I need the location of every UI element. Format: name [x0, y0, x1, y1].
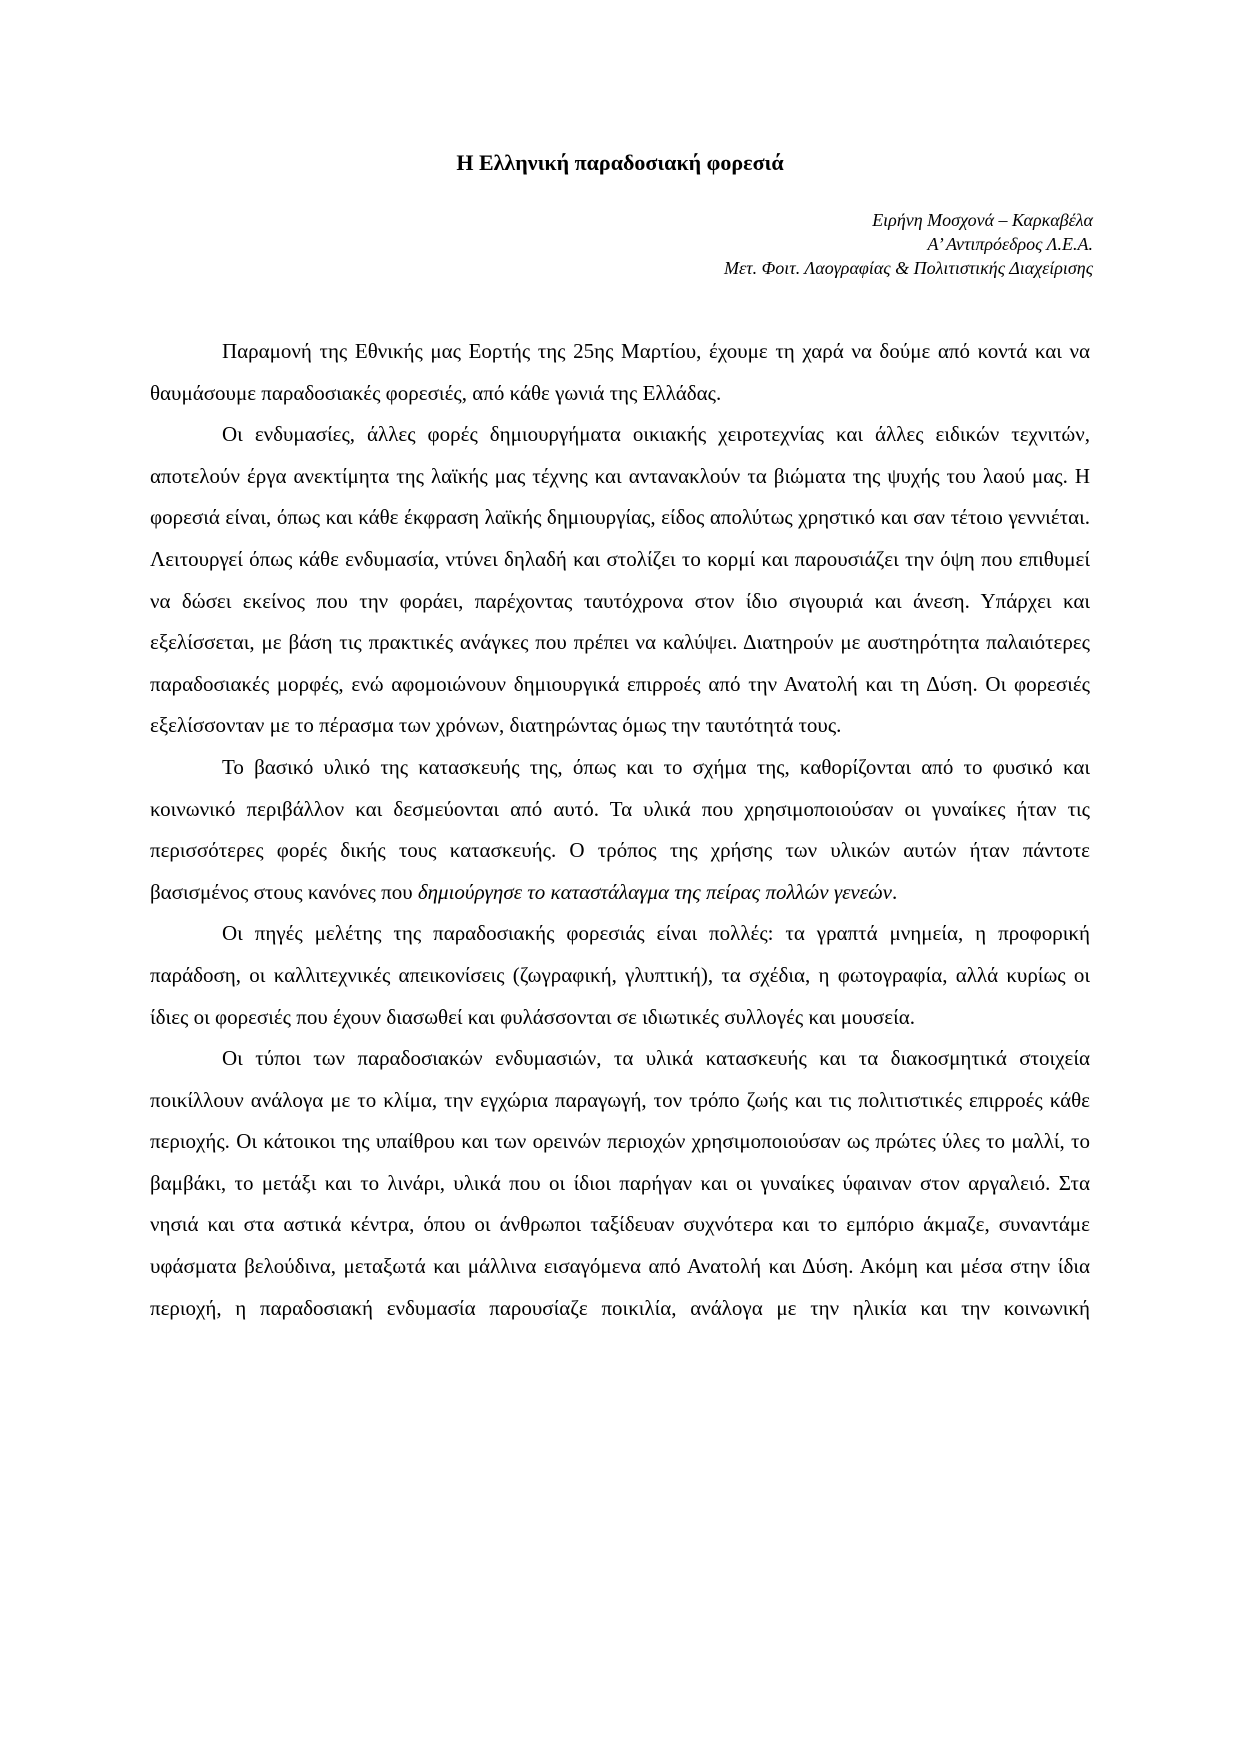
- author-name: Ειρήνη Μοσχονά – Καρκαβέλα: [872, 210, 1093, 230]
- paragraph-materials: [150, 747, 1090, 913]
- paragraph-intro: Παραμονή της Εθνικής μας Εορτής της 25ης Μαρτίου, έχουμε τη χαρά να δούμε από κοντά και να θαυμάσουμε παραδοσιακές φορεσιές, από κάθε γωνιά της Ελλάδας.: [150, 339, 1090, 405]
- document-body: [150, 331, 1090, 1329]
- paragraph-types: Οι τύποι των παραδοσιακών ενδυμασιών, τα υλικά κατασκευής και τα διακοσμητικά στοιχεία ποικίλλουν ανάλογα με το κλίμα, την εγχώρια παραγωγή, τον τρόπο ζωής και τις πολιτιστικές επιρροές κάθε περιοχής. Οι κάτοικοι της υπαίθρου και των ορεινών περιοχών χρησιμοποιούσαν ως πρώτες ύλες το μαλλί, το βαμβάκι, το μετάξι και το λινάρι, υλικά που οι ίδιοι παρήγαν και οι γυναίκες ύφαιναν στον αργαλειό. Στα νησιά και στα αστικά κέντρα, όπου οι άνθρωποι ταξίδευαν συχνότερα και το εμπόριο άκμαζε, συναντάμε υφάσματα βελούδινα, μεταξωτά και μάλλινα εισαγόμενα από Ανατολή και Δύση. Ακόμη και μέσα στην ίδια περιοχή, η παραδοσιακή ενδυμασία παρουσίαζε ποικιλία, ανάλογα με την ηλικία και την κοινωνική: [150, 1046, 1090, 1320]
- paragraph-materials-end: .: [892, 879, 898, 904]
- author-affiliation: Μετ. Φοιτ. Λαογραφίας & Πολιτιστικής Διαχείρισης: [724, 258, 1093, 278]
- document-title: Η Ελληνική παραδοσιακή φορεσιά: [456, 150, 784, 175]
- author-block: [724, 208, 1093, 280]
- paragraph-sources: Οι πηγές μελέτης της παραδοσιακής φορεσιάς είναι πολλές: τα γραπτά μνημεία, η προφορική παράδοση, οι καλλιτεχνικές απεικονίσεις (ζωγραφική, γλυπτική), τα σχέδια, η φωτογραφία, αλλά κυρίως οι ίδιες οι φορεσιές που έχουν διασωθεί και φυλάσσονται σε ιδιωτικές συλλογές και μουσεία.: [150, 921, 1090, 1029]
- author-role: Α’ Αντιπρόεδρος Λ.Ε.Α.: [927, 234, 1093, 254]
- paragraph-materials-text: Το βασικό υλικό της κατασκευής της, όπως και το σχήμα της, καθορίζονται από το φυσικό και κοινωνικό περιβάλλον και δεσμεύονται από αυτό. Τα υλικά που χρησιμοποιούσαν οι γυναίκες ήταν τις περισσότερες φορές δικής τους κατασκευής. Ο τρόπος της χρήσης των υλικών αυτών ήταν πάντοτε βασισμένος στους κανόνες που: [150, 754, 1090, 904]
- paragraph-materials-italic: δημιούργησε το καταστάλαγμα της πείρας πολλών γενεών: [417, 879, 892, 904]
- paragraph-garments: Οι ενδυμασίες, άλλες φορές δημιουργήματα οικιακής χειροτεχνίας και άλλες ειδικών τεχνιτών, αποτελούν έργα ανεκτίμητα της λαϊκής μας τέχνης και αντανακλούν τα βιώματα της ψυχής του λαού μας. Η φορεσιά είναι, όπως και κάθε έκφραση λαϊκής δημιουργίας, είδος απολύτως χρηστικό και σαν τέτοιο γεννιέται. Λειτουργεί όπως κάθε ενδυμασία, ντύνει δηλαδή και στολίζει το κορμί και παρουσιάζει την όψη που επιθυμεί να δώσει εκείνος που την φοράει, παρέχοντας ταυτόχρονα στον ίδιο σιγουριά και άνεση. Υπάρχει και εξελίσσεται, με βάση τις πρακτικές ανάγκες που πρέπει να καλύψει. Διατηρούν με αυστηρότητα παλαιότερες παραδοσιακές μορφές, ενώ αφομοιώνουν δημιουργικά επιρροές από την Ανατολή και τη Δύση. Οι φορεσιές εξελίσσονταν με το πέρασμα των χρόνων, διατηρώντας όμως την ταυτότητά τους.: [150, 422, 1090, 738]
